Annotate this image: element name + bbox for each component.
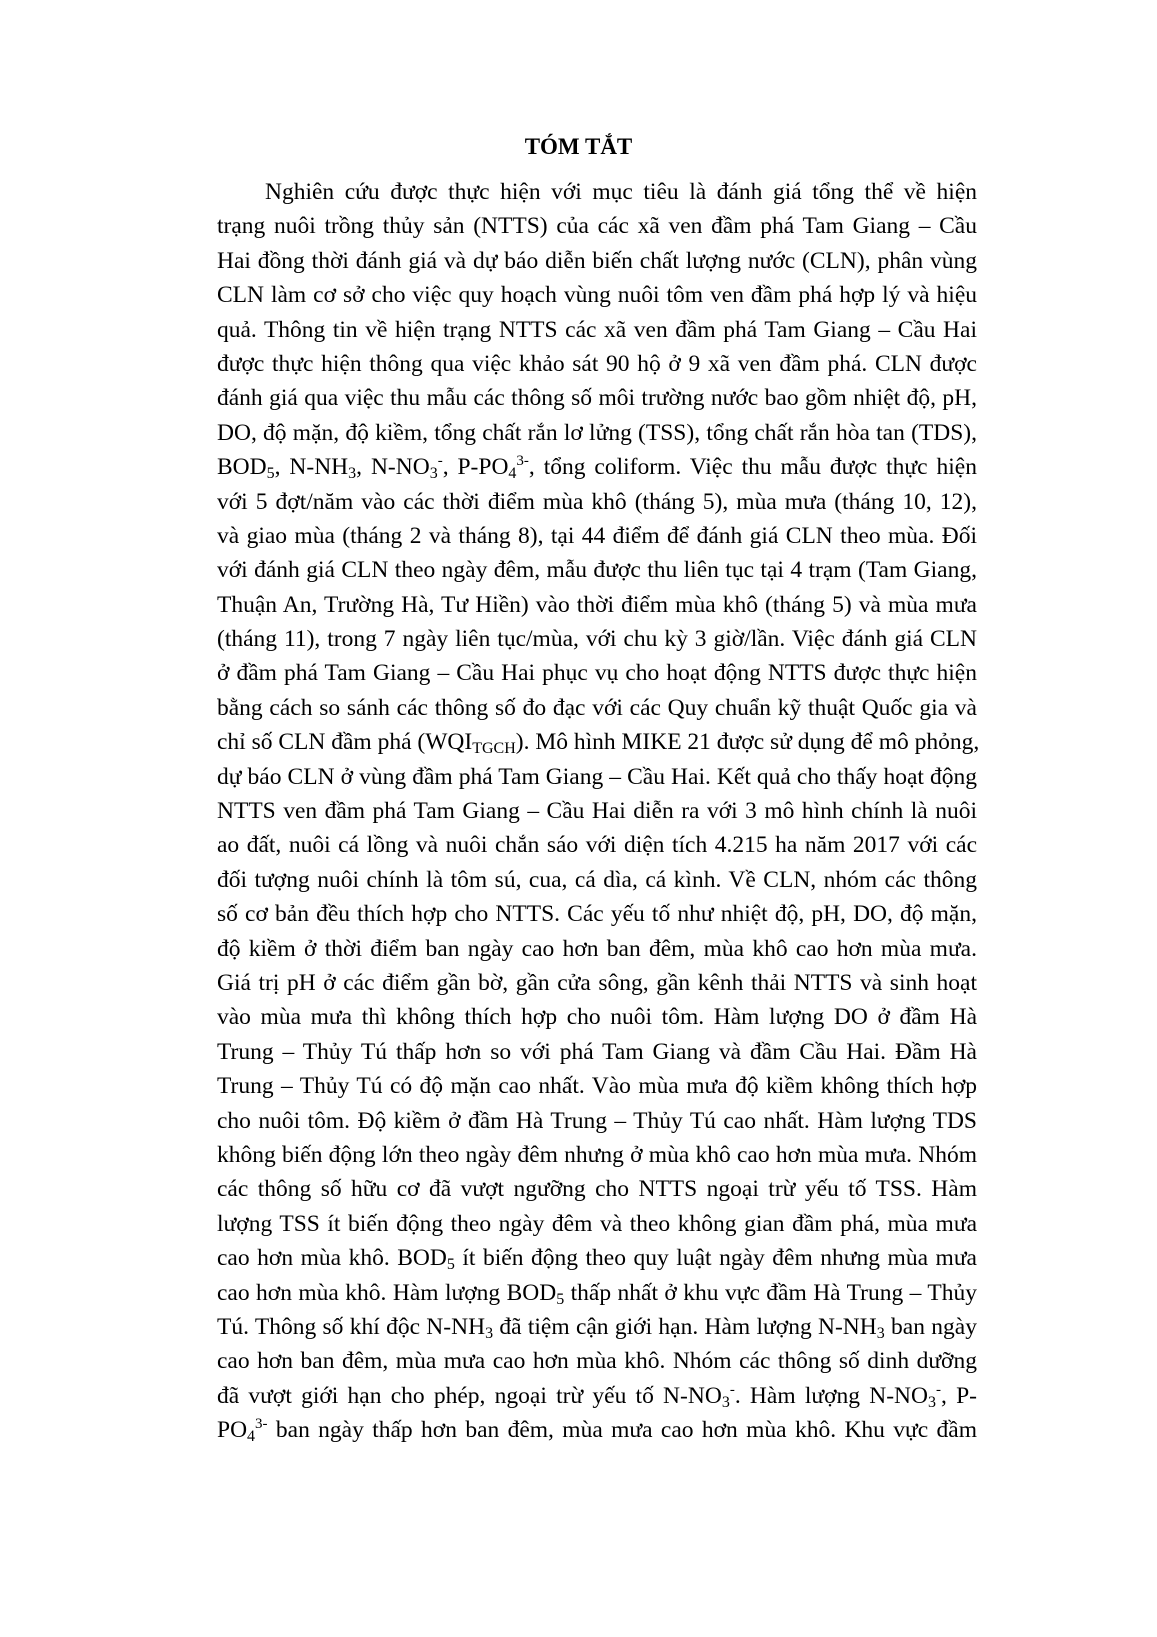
- text-line: độ kiềm ở thời điểm ban ngày cao hơn ban đêm, mùa khô cao hơn mùa mưa.: [217, 935, 977, 962]
- text-line: NTTS ven đầm phá Tam Giang – Cầu Hai diễn ra với 3 mô hình chính là nuôi: [217, 798, 977, 825]
- text-run: , N-NO: [356, 454, 430, 481]
- page-title: TÓM TẮT: [524, 134, 633, 159]
- text-run: đã vượt giới hạn cho phép, ngoại trừ yếu tố N-NO: [217, 1382, 722, 1409]
- text-line: vào mùa mưa thì không thích hợp cho nuôi tôm. Hàm lượng DO ở đầm Hà: [217, 1004, 977, 1031]
- text-line: dự báo CLN ở vùng đầm phá Tam Giang – Cầu Hai. Kết quả cho thấy hoạt động: [217, 763, 977, 790]
- text-line: Trung – Thủy Tú thấp hơn so với phá Tam Giang và đầm Cầu Hai. Đầm Hà: [217, 1038, 977, 1065]
- text-line: và giao mùa (tháng 2 và tháng 8), tại 44 điểm để đánh giá CLN theo mùa. Đối: [217, 522, 977, 549]
- superscript: 3-: [516, 453, 529, 470]
- text-line: trạng nuôi trồng thủy sản (NTTS) của các xã ven đầm phá Tam Giang – Cầu: [217, 213, 977, 240]
- superscript: 3-: [255, 1416, 268, 1433]
- text-line: đối tượng nuôi chính là tôm sú, cua, cá dìa, cá kình. Về CLN, nhóm các thông: [217, 866, 977, 893]
- text-run: ). Mô hình MIKE 21 được sử dụng để mô phỏng,: [515, 729, 980, 756]
- subscript: 5: [556, 1290, 565, 1308]
- text-line: cao hơn ban đêm, mùa mưa cao hơn mùa khô. Nhóm các thông số dinh dưỡng: [217, 1348, 977, 1375]
- text-line: CLN làm cơ sở cho việc quy hoạch vùng nuôi tôm ven đầm phá hợp lý và hiệu: [217, 282, 977, 309]
- text-line: quả. Thông tin về hiện trạng NTTS các xã ven đầm phá Tam Giang – Cầu Hai: [217, 316, 977, 343]
- text-line: các thông số hữu cơ đã vượt ngưỡng cho NTTS ngoại trừ yếu tố TSS. Hàm: [217, 1176, 977, 1203]
- text-line-po4: [217, 1413, 977, 1447]
- subscript: 3: [348, 465, 357, 483]
- subscript: 3: [485, 1324, 494, 1342]
- text-run: cao hơn mùa khô. BOD: [217, 1245, 447, 1272]
- subscript: 3: [721, 1393, 730, 1411]
- text-line: DO, độ mặn, độ kiềm, tổng chất rắn lơ lửng (TSS), tổng chất rắn hòa tan (TDS),: [217, 419, 977, 446]
- text-line: Thuận An, Trường Hà, Tư Hiền) vào thời điểm mùa khô (tháng 5) và mùa mưa: [217, 591, 977, 618]
- text-line: không biến động lớn theo ngày đêm nhưng ở mùa khô cao hơn mùa mưa. Nhóm: [217, 1141, 977, 1168]
- text-run: chỉ số CLN đầm phá (WQI: [217, 729, 473, 756]
- text-run: , N-NH: [274, 454, 349, 481]
- subscript: 4: [247, 1428, 256, 1446]
- text-run: , tổng coliform. Việc thu mẫu được thực hiện: [528, 454, 977, 481]
- text-line-bod: [217, 1241, 977, 1275]
- text-line-nh3: [217, 1310, 977, 1344]
- subscript: 4: [508, 465, 517, 483]
- text-run: ban ngày: [884, 1313, 977, 1340]
- text-run: , P-PO: [442, 454, 509, 481]
- superscript: -: [729, 1381, 735, 1398]
- superscript: -: [935, 1381, 941, 1398]
- subscript: 3: [429, 465, 438, 483]
- text-line-no3: [217, 1379, 977, 1413]
- text-line: được thực hiện thông qua việc khảo sát 90 hộ ở 9 xã ven đầm phá. CLN được: [217, 350, 977, 377]
- text-line: Nghiên cứu được thực hiện với mục tiêu là đánh giá tổng thể về hiện: [265, 179, 977, 205]
- text-line: (tháng 11), trong 7 ngày liên tục/mùa, với chu kỳ 3 giờ/lần. Việc đánh giá CLN: [217, 626, 977, 653]
- subscript: 3: [876, 1324, 885, 1342]
- text-run: đã tiệm cận giới hạn. Hàm lượng N-NH: [493, 1313, 877, 1340]
- text-line: ao đất, nuôi cá lồng và nuôi chắn sáo với diện tích 4.215 ha năm 2017 với các: [217, 832, 977, 859]
- text-run: PO: [217, 1417, 248, 1444]
- subscript: 3: [927, 1393, 936, 1411]
- text-line: số cơ bản đều thích hợp cho NTTS. Các yếu tố như nhiệt độ, pH, DO, độ mặn,: [217, 901, 977, 928]
- text-run: ít biến động theo quy luật ngày đêm nhưng mùa mưa: [454, 1245, 977, 1272]
- text-line: đánh giá qua việc thu mẫu các thông số môi trường nước bao gồm nhiệt độ, pH,: [217, 385, 977, 412]
- text-line: Hai đồng thời đánh giá và dự báo diễn biến chất lượng nước (CLN), phân vùng: [217, 247, 977, 274]
- subscript: 5: [266, 465, 275, 483]
- text-run: , P-: [940, 1382, 977, 1409]
- text-line: cho nuôi tôm. Độ kiềm ở đầm Hà Trung – Thủy Tú cao nhất. Hàm lượng TDS: [217, 1107, 977, 1134]
- text-run: ban ngày thấp hơn ban đêm, mùa mưa cao hơn mùa khô. Khu vực đầm: [267, 1417, 977, 1444]
- superscript: -: [437, 453, 443, 470]
- subscript: TGCH: [472, 740, 516, 758]
- text-run: . Hàm lượng N-NO: [734, 1382, 928, 1409]
- text-line-wqi: [217, 725, 980, 759]
- text-run: Tú. Thông số khí độc N-NH: [217, 1313, 486, 1340]
- text-line: Giá trị pH ở các điểm gần bờ, gần cửa sông, gần kênh thải NTTS và sinh hoạt: [217, 969, 977, 996]
- abstract-body: [217, 175, 980, 1447]
- text-run: BOD: [217, 454, 267, 481]
- text-line: với 5 đợt/năm vào các thời điểm mùa khô (tháng 5), mùa mưa (tháng 10, 12),: [217, 488, 977, 515]
- text-run: cao hơn mùa khô. Hàm lượng BOD: [217, 1279, 557, 1306]
- text-line: với đánh giá CLN theo ngày đêm, mẫu được thu liên tục tại 4 trạm (Tam Giang,: [217, 557, 977, 584]
- text-line: Trung – Thủy Tú có độ mặn cao nhất. Vào mùa mưa độ kiềm không thích hợp: [217, 1073, 977, 1100]
- subscript: 5: [446, 1256, 455, 1274]
- text-line-parameters: [217, 450, 977, 484]
- text-line-bod: [217, 1276, 977, 1310]
- text-line: lượng TSS ít biến động theo ngày đêm và theo không gian đầm phá, mùa mưa: [217, 1210, 977, 1237]
- text-run: thấp nhất ở khu vực đầm Hà Trung – Thủy: [564, 1279, 977, 1306]
- text-line: ở đầm phá Tam Giang – Cầu Hai phục vụ cho hoạt động NTTS được thực hiện: [217, 660, 977, 687]
- text-line: bằng cách so sánh các thông số đo đạc với các Quy chuẩn kỹ thuật Quốc gia và: [217, 694, 977, 721]
